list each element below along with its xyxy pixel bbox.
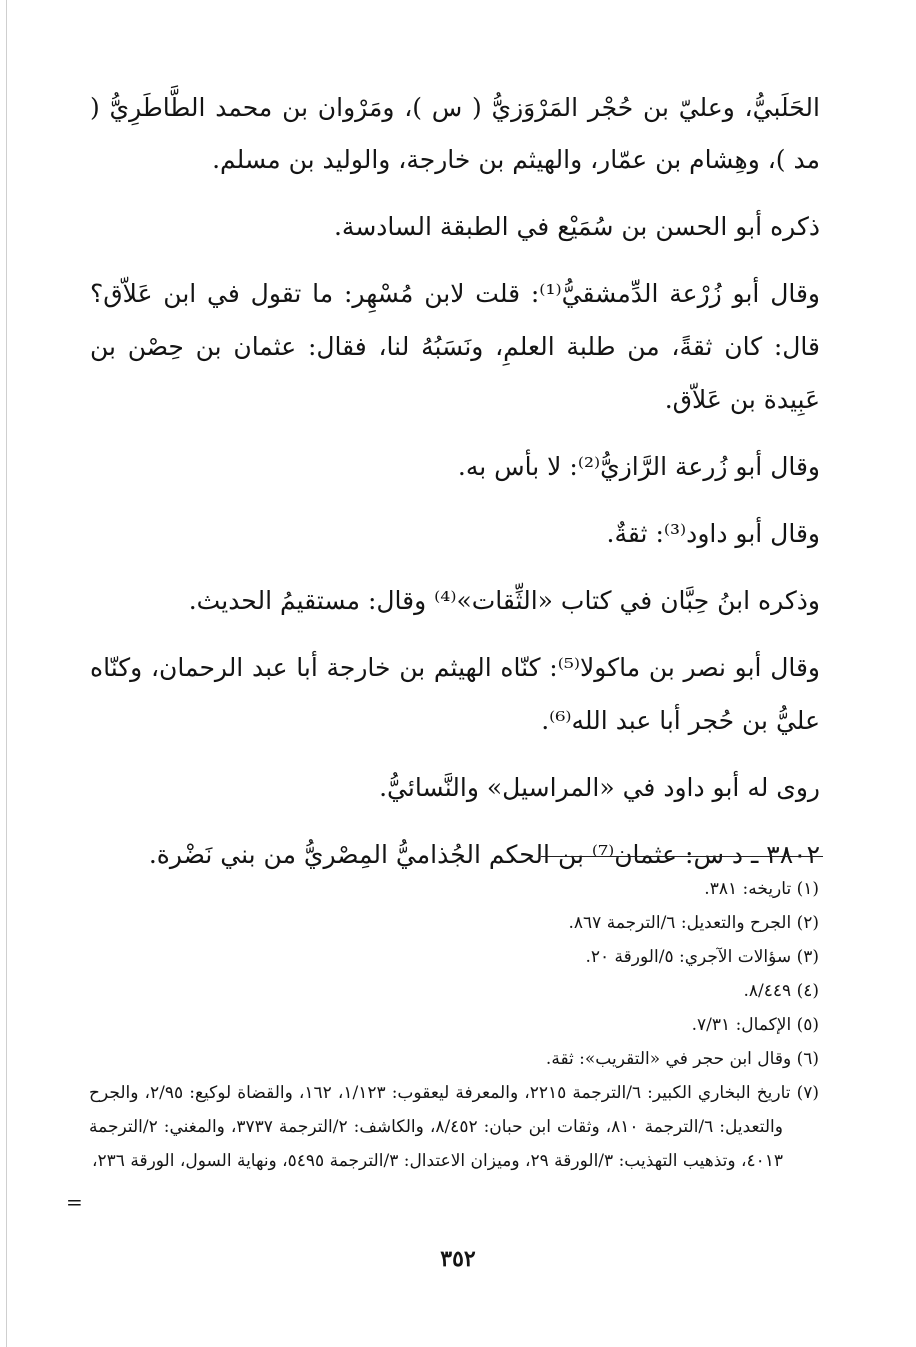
footnote-5: (٥) الإكمال: ٧/٣١. (691, 1015, 819, 1035)
footnote-4: (٤) ٨/٤٤٩. (743, 981, 819, 1001)
footnote-1: (١) تاريخه: ٣٨١. (704, 879, 819, 899)
continuation-mark: = (66, 1190, 83, 1214)
entry-heading-3802: ٣٨٠٢ ـ د س: عثمان⁽⁷⁾ بن الحكم الجُذاميُّ المِصْريُّ من بني نَضْرة. (148, 840, 820, 869)
footnote-separator (541, 856, 823, 857)
paragraph-tabaqa: ذكره أبو الحسن بن سُمَيْع في الطبقة السادسة. (333, 212, 820, 241)
footnote-7: (٧) تاريخ البخاري الكبير: ٦/الترجمة ٢٢١٥، والمعرفة ليعقوب: ١/١٢٣، ١٦٢، والقضاة لوكيع: ٢/٩٥، والجرح والتعديل: ٦/الترجمة ٨١٠، وثقات ابن حبان: ٨/٤٥٢، والكاشف: ٢/الترجمة ٣٧٣٧، والمغني: ٢/الترجمة ٤٠١٣، وتذهيب التهذيب: ٣/الورقة ٢٩، وميزان الاعتدال: ٣/الترجمة ٥٤٩٥، ونهاية السول، الورقة ٢٣٦، (89, 1083, 820, 1171)
footnotes (89, 872, 819, 1178)
paragraph-abu-zura-razi: وقال أبو زُرعة الرَّازيُّ⁽²⁾: لا بأس به. (457, 452, 820, 481)
paragraph-ibn-hibban: وذكره ابنُ حِبَّان في كتاب «الثِّقات»⁽⁴⁾ وقال: مستقيمُ الحديث. (188, 586, 820, 615)
page-number: ٣٥٢ (440, 1246, 476, 1272)
paragraph-abu-dawud: وقال أبو داود⁽³⁾: ثقةٌ. (606, 519, 820, 548)
footnote-2: (٢) الجرح والتعديل: ٦/الترجمة ٨٦٧. (568, 913, 819, 933)
paragraph-riwaya: روى له أبو داود في «المراسيل» والنَّسائيُّ. (379, 773, 820, 802)
scan-edge-line (6, 0, 7, 1347)
paragraph-ibn-makula: وقال أبو نصر بن ماكولا⁽⁵⁾: كنّاه الهيثم بن خارجة أبا عبد الرحمان، وكنّاه عليُّ بن حُجر أبا عبد الله⁽⁶⁾. (90, 653, 820, 735)
main-text (90, 82, 820, 895)
paragraph-abu-zura-dimashqi: وقال أبو زُرْعة الدِّمشقيُّ⁽¹⁾: قلت لابن مُسْهِر: ما تقول في ابن عَلاّق؟ قال: كان ثقةً، من طلبة العلمِ، ونَسَبُهُ لنا، فقال: عثمان بن حِصْن بن عَبِيدة بن عَلاّق. (90, 279, 820, 414)
paragraph-narrators: الحَلَبيُّ، وعليّ بن حُجْر المَرْوَزيُّ ( س )، ومَرْوان بن محمد الطَّاطَرِيُّ ( مد )، وهِشام بن عمّار، والهيثم بن خارجة، والوليد بن مسلم. (90, 93, 820, 174)
footnote-3: (٣) سؤالات الآجري: ٥/الورقة ٢٠. (585, 947, 819, 967)
footnote-6: (٦) وقال ابن حجر في «التقريب»: ثقة. (545, 1049, 819, 1069)
